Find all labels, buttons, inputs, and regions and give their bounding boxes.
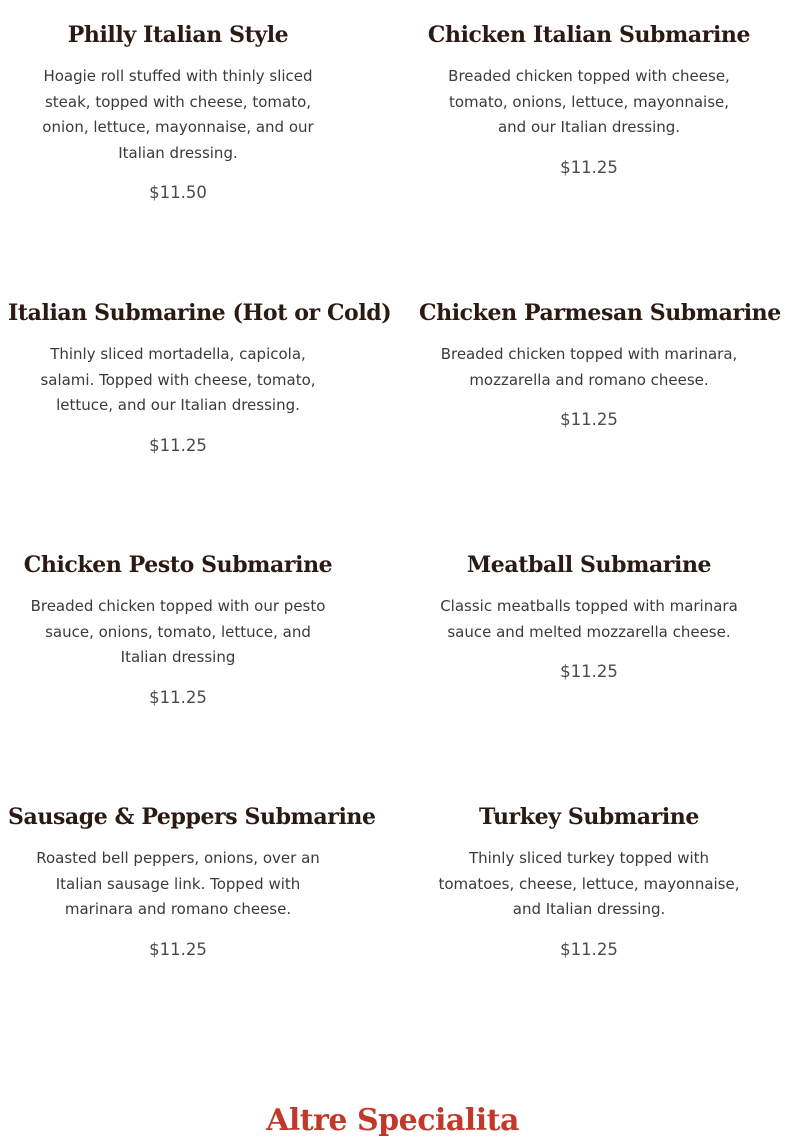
item-title: Sausage & Peppers Submarine <box>8 804 376 830</box>
menu-item-italian-submarine <box>8 297 392 458</box>
item-description: Roasted bell peppers, onions, over an Italian sausage link. Topped with marinara and romano cheese. <box>36 849 320 918</box>
item-title: Philly Italian Style <box>67 22 289 48</box>
item-description: Hoagie roll stuffed with thinly sliced steak, topped with cheese, tomato, onion, lettuce, mayonnaise, and our Italian dressing. <box>42 67 314 162</box>
menu-item-chicken-parmesan-submarine <box>419 297 781 432</box>
menu-item-meatball-submarine <box>419 549 759 684</box>
item-title: Chicken Italian Submarine <box>427 22 751 48</box>
section-title-altre-specialita: Altre Specialita <box>266 1102 519 1138</box>
item-description: Breaded chicken topped with cheese, tomato, onions, lettuce, mayonnaise, and our Italian dressing. <box>448 67 730 136</box>
item-price: $11.50 <box>149 183 207 202</box>
item-title: Chicken Parmesan Submarine <box>419 300 781 326</box>
item-price: $11.25 <box>149 939 207 959</box>
item-price: $11.25 <box>149 435 207 455</box>
item-price: $11.25 <box>560 410 618 429</box>
item-description: Thinly sliced mortadella, capicola, salami. Topped with cheese, tomato, lettuce, and our Italian dressing. <box>40 345 316 414</box>
item-price: $11.25 <box>560 157 618 177</box>
item-description: Classic meatballs topped with marinara sauce and melted mozzarella cheese. <box>440 597 738 641</box>
item-description: Breaded chicken topped with marinara, mozzarella and romano cheese. <box>440 345 738 389</box>
menu-item-chicken-italian-submarine <box>419 19 759 180</box>
item-title: Italian Submarine (Hot or Cold) <box>8 300 392 326</box>
item-title: Turkey Submarine <box>479 804 699 830</box>
item-price: $11.25 <box>149 687 207 707</box>
menu-item-sausage-peppers-submarine <box>8 801 376 962</box>
menu-item-turkey-submarine <box>419 801 759 962</box>
item-title: Meatball Submarine <box>466 552 712 578</box>
item-description: Breaded chicken topped with our pesto sauce, onions, tomato, lettuce, and Italian dressing <box>30 597 326 666</box>
item-price: $11.25 <box>560 662 618 681</box>
menu-item-chicken-pesto-submarine <box>8 549 348 710</box>
item-description: Thinly sliced turkey topped with tomatoes, cheese, lettuce, mayonnaise, and Italian dressing. <box>438 849 740 918</box>
menu-item-philly-italian-style <box>8 19 348 205</box>
item-title: Chicken Pesto Submarine <box>23 552 333 578</box>
item-price: $11.25 <box>560 939 618 959</box>
